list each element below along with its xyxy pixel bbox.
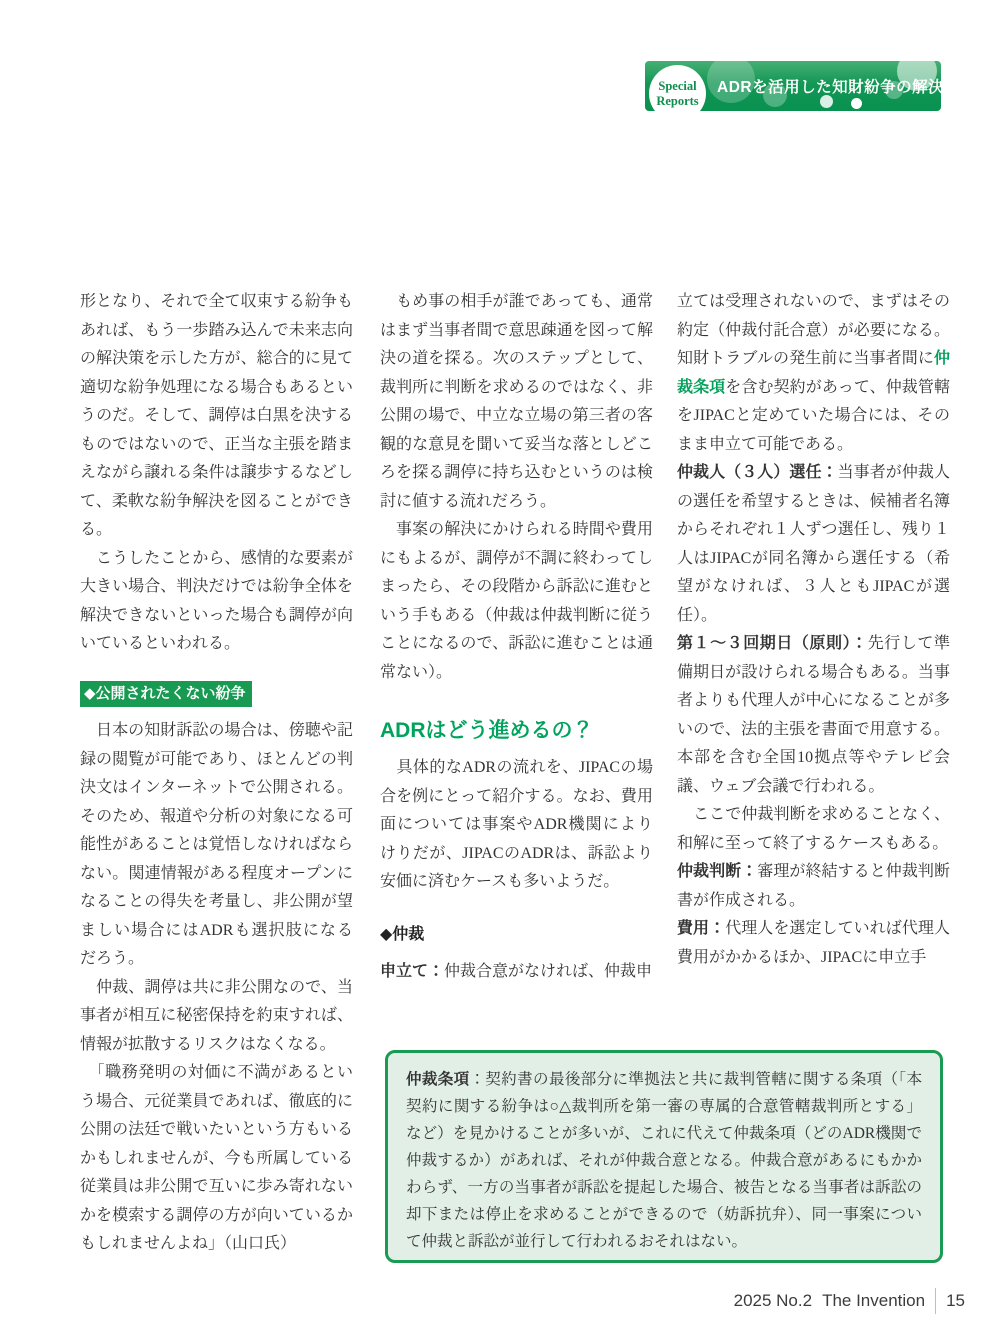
text-column-1 <box>80 288 353 1259</box>
run-text: 先行して準備期日が設けられる場合もある。当事者よりも代理人が中心になることが多いので、法的主張を書面で用意する。本部を含む全国10拠点等やテレビ会議、ウェブ会議で行われる。 <box>677 635 950 795</box>
run-label: 費用： <box>677 920 726 937</box>
footer-divider <box>935 1288 936 1314</box>
page-footer <box>734 1288 965 1314</box>
paragraph <box>80 288 353 545</box>
run-text: 形となり、それで全て収束する紛争もあれば、もう一歩踏み込んで未来志向の解決策を示した方が、総合的に見て適切な紛争処理になる場合もあるというのだ。そして、調停は白黒を決するものではないので、正当な主張を踏まえながら譲れる条件は譲歩するなどして、柔軟な紛争解決を図ることができる。 <box>80 293 353 538</box>
paragraph <box>677 915 950 972</box>
paragraph <box>80 1059 353 1259</box>
text-column-3 <box>677 288 950 972</box>
subhead-green: ◆公開されたくない紛争 <box>80 681 252 708</box>
run-label: 第１～３回期日（原則）： <box>677 635 868 652</box>
paragraph <box>677 288 950 459</box>
paragraph <box>80 974 353 1060</box>
run-text: 日本の知財訴訟の場合は、傍聴や記録の閲覧が可能であり、ほとんどの判決文はインターネットで公開される。そのため、報道や分析の対象になる可能性があることは覚悟しなければならない。関連情報がある程度オープンになることの得失を考量し、非公開が望ましい場合にはADRも選択肢になるだろう。 <box>80 722 353 967</box>
run-text: 事案の解決にかけられる時間や費用にもよるが、調停が不調に終わってしまったら、その段階から訴訟に進むという手もある（仲裁は仲裁判断に従うことになるので、訴訟に進むことは通常ない）。 <box>380 521 653 681</box>
run-label: 仲裁人（３人）選任： <box>677 464 838 481</box>
run-text: ：契約書の最後部分に準拠法と共に裁判管轄に関する条項（「本契約に関する紛争は○△裁判所を第一審の専属的合意管轄裁判所とする」など）を見かけることが多いが、これに代えて仲裁条項（どのADR機関で仲裁するか）があれば、それが仲裁合意となる。仲裁合意があるにもかかわらず、一方の当事者が訴訟を提起した場合、被告となる当事者は訴訟の却下または停止を求めることができるので（妨訴抗弁）、同一事案について仲裁と訴訟が並行して行われるおそれはない。 <box>406 1071 922 1250</box>
paragraph <box>380 958 653 987</box>
run-label: 申立て： <box>380 962 445 980</box>
run-text: 仲裁合意がなければ、仲裁申 <box>444 962 653 980</box>
paragraph <box>380 754 653 897</box>
special-reports-badge <box>649 65 706 122</box>
run-text: ここで仲裁判断を求めることなく、和解に至って終了するケースもある。 <box>677 806 950 852</box>
run-label: 仲裁条項 <box>406 1071 470 1088</box>
bubble-decoration-icon <box>851 98 862 109</box>
paragraph <box>380 516 653 687</box>
run-text: 仲裁、調停は共に非公開なので、当事者が相互に秘密保持を約束すれば、情報が拡散するリスクはなくなる。 <box>80 978 353 1053</box>
paragraph <box>80 545 353 659</box>
text-column-2 <box>380 288 653 986</box>
paragraph <box>80 717 353 974</box>
paragraph <box>677 801 950 858</box>
run-text: 「職務発明の対価に不満があるという場合、元従業員であれば、徹底的に公開の法廷で戦いたいという方もいるかもしれませんが、今も所属している従業員は非公開で互いに歩み寄れないかを模索する調停の方が向いているかもしれませんよね」（山口氏） <box>80 1064 353 1252</box>
run-text: 審理が終結すると仲裁判断書が作成される。 <box>677 863 950 909</box>
paragraph <box>380 288 653 516</box>
article-series-title: ADRを活用した知財紛争の解決 <box>717 79 945 96</box>
run-text: 具体的なADRの流れを、JIPACの場合を例にとって紹介する。なお、費用面については事案やADR機関によりけりだが、JIPACのADRは、訴訟より安価に済むケースも多いようだ。 <box>380 759 653 891</box>
footer-page-number: 15 <box>946 1291 965 1310</box>
run-text: を含む契約があって、仲裁管轄をJIPACと定めていた場合には、そのまま申立て可能である。 <box>677 378 950 453</box>
paragraph <box>677 858 950 915</box>
run-text: こうしたことから、感情的な要素が大きい場合、判決だけでは紛争全体を解決できないといった場合も調停が向いているといわれる。 <box>80 549 353 652</box>
footer-issue: 2025 No.2 <box>733 1291 813 1310</box>
run-text: 代理人を選定していれば代理人費用がかかるほか、JIPACに申立手 <box>677 920 950 966</box>
note-box-paragraph <box>406 1066 922 1255</box>
paragraph <box>677 459 950 630</box>
run-text: もめ事の相手が誰であっても、通常はまず当事者間で意思疎通を図って解決の道を探る。次のステップとして、裁判所に判断を求めるのではなく、非公開の場で、中立な立場の第三者の客観的な意見を聞いて妥当な落としどころを探る調停に持ち込むというのは検討に値する流れだろう。 <box>380 293 653 510</box>
arbitration-clause-note-box <box>385 1050 943 1263</box>
badge-line1: Special <box>658 78 697 93</box>
paragraph <box>677 630 950 801</box>
footer-magazine-name: The Invention <box>822 1291 926 1310</box>
run-label: 仲裁判断： <box>677 863 758 880</box>
run-green-emphasis: 仲裁条項 <box>677 350 950 396</box>
heading-green: ADRはどう進めるの？ <box>380 719 594 742</box>
run-text: 立ては受理されないので、まずはその約定（仲裁付託合意）が必要になる。知財トラブルの発生前に当事者間に <box>677 293 950 367</box>
badge-line2: Reports <box>656 93 699 108</box>
run-text: 当事者が仲裁人の選任を希望するときは、候補者名簿からそれぞれ１人ずつ選任し、残り１人はJIPACが同名簿から選任する（希望がなければ、３人ともJIPACが選任）。 <box>677 464 950 624</box>
subhead-black: ◆仲裁 <box>380 925 425 943</box>
special-reports-banner <box>645 61 945 111</box>
